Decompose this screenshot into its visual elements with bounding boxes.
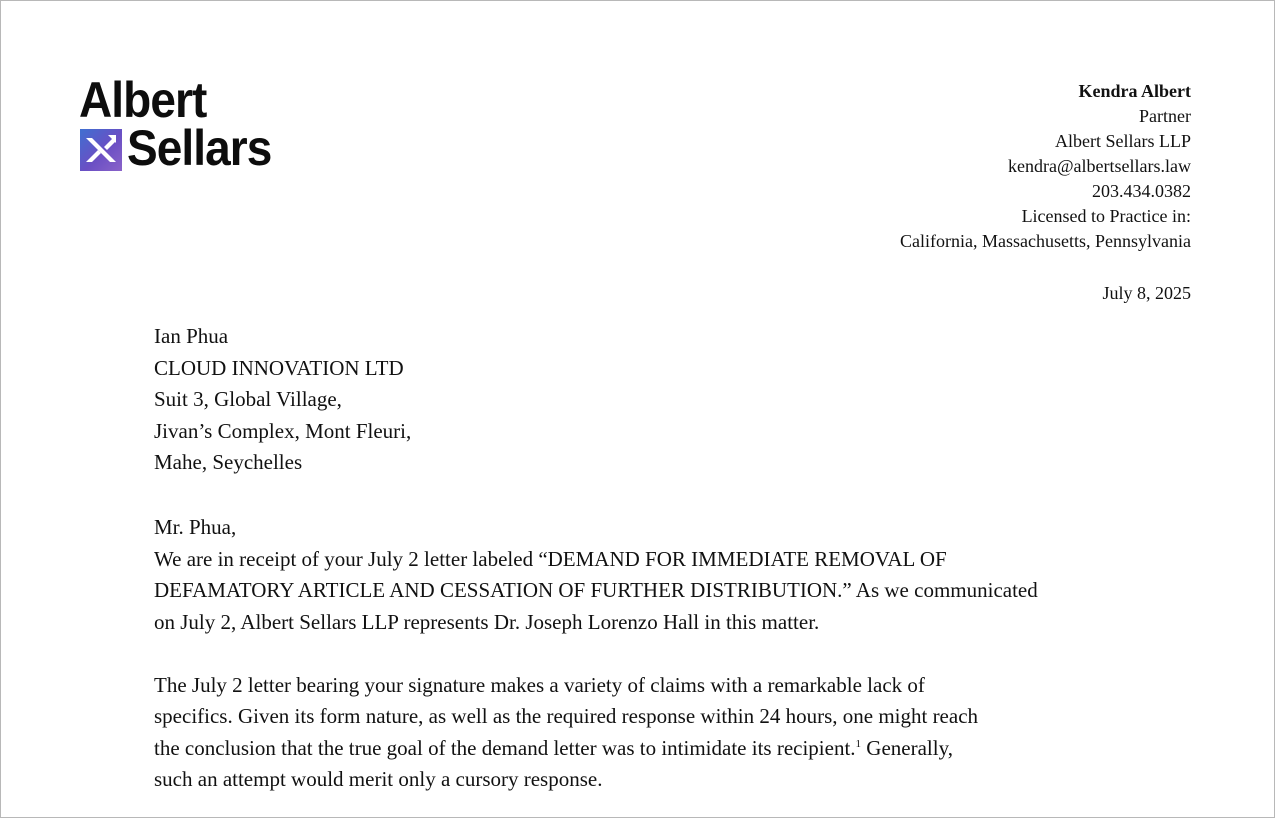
recipient-address-line3: Mahe, Seychelles [154, 450, 303, 474]
paragraph-1-line-2: DEFAMATORY ARTICLE AND CESSATION OF FURTHER DISTRIBUTION.” As we communicated [154, 578, 1038, 602]
paragraph-2-line-3-text: the conclusion that the true goal of the demand letter was to intimidate its recipient. [154, 735, 856, 760]
logo-wordmark-line1: Albert [79, 72, 207, 128]
recipient-address-line2: Jivan’s Complex, Mont Fleuri, [154, 418, 412, 443]
paragraph-2-line-3-tail: Generally, [861, 735, 953, 760]
sender-name: Kendra Albert [1078, 81, 1191, 101]
paragraph-2-line-2: specifics. Given its form nature, as well as the required response within 24 hours, one might reach [154, 704, 979, 728]
paragraph-2 [154, 670, 1129, 796]
sender-firm: Albert Sellars LLP [1055, 131, 1191, 151]
footnote-reference[interactable]: 1 [855, 737, 862, 750]
letter-date: July 8, 2025 [1102, 283, 1191, 303]
paragraph-2-line-3 [154, 733, 1129, 765]
albert-sellars-mark-icon [80, 129, 122, 171]
letter-body [154, 512, 1129, 796]
sender-licensed-label: Licensed to Practice in: [1021, 206, 1191, 226]
sender-phone: 203.434.0382 [1092, 181, 1191, 201]
sender-block [900, 79, 1191, 254]
recipient-address-line1: Suit 3, Global Village, [154, 387, 342, 411]
paragraph-1-line-1: We are in receipt of your July 2 letter labeled “DEMAND FOR IMMEDIATE REMOVAL OF [154, 546, 947, 571]
recipient-company: CLOUD INNOVATION LTD [154, 355, 404, 380]
paragraph-1-line-3: on July 2, Albert Sellars LLP represents Dr. Joseph Lorenzo Hall in this matter. [154, 609, 820, 634]
sender-email: kendra@albertsellars.law [1008, 156, 1191, 176]
recipient-block [154, 321, 411, 479]
logo-wordmark-line2: Sellars [127, 120, 272, 176]
sender-licensed-states: California, Massachusetts, Pennsylvania [900, 231, 1191, 251]
paragraph-1 [154, 544, 1129, 639]
paragraph-2-line-1: The July 2 letter bearing your signature makes a variety of claims with a remarkable lack of [154, 672, 925, 697]
paragraph-2-line-4: such an attempt would merit only a cursory response. [154, 767, 603, 791]
sender-title: Partner [1139, 106, 1191, 126]
salutation: Mr. Phua, [154, 515, 237, 539]
recipient-name: Ian Phua [154, 324, 229, 348]
firm-logo [79, 72, 299, 176]
